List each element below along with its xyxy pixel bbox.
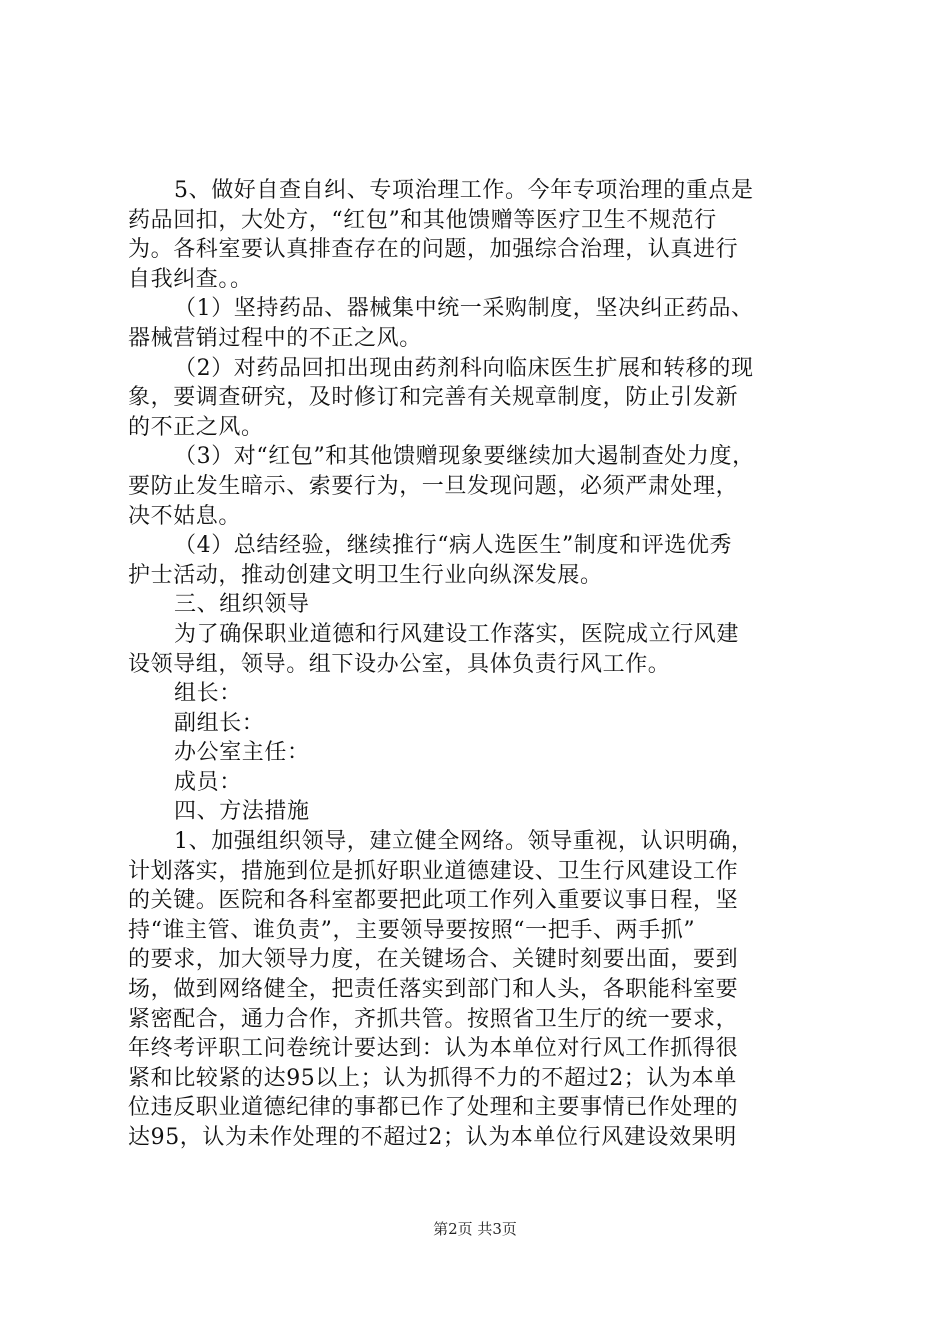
text-line: （1）坚持药品、器械集中统一采购制度，坚决纠正药品、 <box>174 296 754 322</box>
text-line: （4）总结经验，继续推行“病人选医生”制度和评选优秀 <box>174 533 733 559</box>
text-line: 为了确保职业道德和行风建设工作落实，医院成立行风建 <box>174 621 740 647</box>
text-line: 象，要调查研究，及时修订和完善有关规章制度，防止引发新 <box>128 385 739 411</box>
text-line: 的不正之风。 <box>128 414 264 440</box>
text-line: （2）对药品回扣出现由药剂科向临床医生扩展和转移的现 <box>174 355 754 381</box>
text-line: 药品回扣，大处方，“红包”和其他馈赠等医疗卫生不规范行 <box>128 207 717 233</box>
text-line: 成员： <box>174 769 242 795</box>
text-line: 5、做好自查自纠、专项治理工作。今年专项治理的重点是 <box>174 178 754 203</box>
text-line: 位违反职业道德纪律的事都已作了处理和主要事情已作处理的 <box>128 1095 739 1121</box>
text-line: 护士活动，推动创建文明卫生行业向纵深发展。 <box>128 562 603 588</box>
text-line: 场，做到网络健全，把责任落实到部门和人头，各职能科室要 <box>128 977 739 1003</box>
text-line: 紧和比较紧的达95以上；认为抓得不力的不超过2；认为本单 <box>128 1065 737 1091</box>
text-line: 三、组织领导 <box>174 592 310 618</box>
text-line: 计划落实，措施到位是抓好职业道德建设、卫生行风建设工作 <box>128 858 739 884</box>
text-line: 为。各科室要认真排查存在的问题，加强综合治理，认真进行 <box>128 237 739 263</box>
document-body <box>128 176 833 1153</box>
text-line: （3）对“红包”和其他馈赠现象要继续加大遏制查处力度， <box>174 444 755 470</box>
text-line: 要防止发生暗示、索要行为，一旦发现问题，必须严肃处理， <box>128 473 739 499</box>
text-line: 组长： <box>174 681 242 707</box>
text-line: 四、方法措施 <box>174 799 310 825</box>
text-line: 办公室主任： <box>174 740 310 766</box>
text-line: 决不姑息。 <box>128 503 242 529</box>
text-line: 持“谁主管、谁负责”，主要领导要按照“一把手、两手抓” <box>128 917 696 943</box>
text-line: 紧密配合，通力合作，齐抓共管。按照省卫生厅的统一要求， <box>128 1006 739 1032</box>
text-line: 设领导组，领导。组下设办公室，具体负责行风工作。 <box>128 651 671 677</box>
text-line: 达95，认为未作处理的不超过2；认为本单位行风建设效果明 <box>128 1125 737 1150</box>
text-line: 器械营销过程中的不正之风。 <box>128 325 422 351</box>
page-footer: 第2页 共3页 <box>433 1220 517 1238</box>
text-line: 年终考评职工问卷统计要达到：认为本单位对行风工作抓得很 <box>128 1036 739 1062</box>
text-line: 自我纠查。。 <box>128 266 253 292</box>
text-line: 的要求，加大领导力度，在关键场合、关键时刻要出面，要到 <box>128 947 739 973</box>
text-line: 1、加强组织领导，建立健全网络。领导重视，认识明确， <box>174 829 754 855</box>
text-line: 的关键。医院和各科室都要把此项工作列入重要议事日程，坚 <box>128 888 739 914</box>
text-line: 副组长： <box>174 710 265 736</box>
